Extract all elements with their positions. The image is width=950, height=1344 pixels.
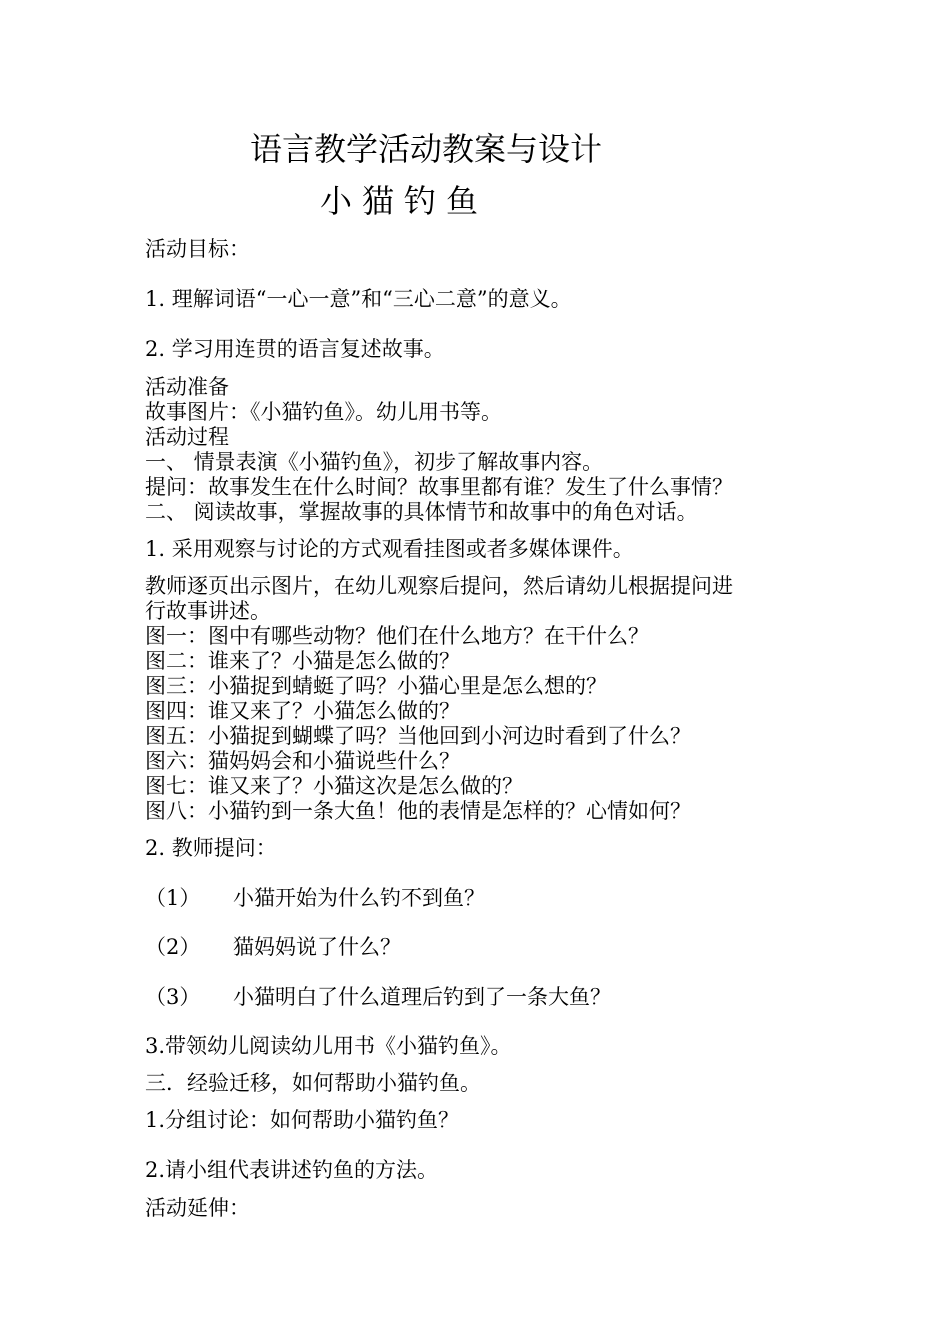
picture-question: 图二：谁来了？小猫是怎么做的？ bbox=[145, 649, 460, 673]
process-heading: 活动过程 bbox=[145, 425, 229, 449]
process-step-1-question: 提问：故事发生在什么时间？故事里都有谁？发生了什么事情？ bbox=[145, 475, 733, 499]
question-text: 小猫开始为什么钓不到鱼？ bbox=[233, 886, 485, 910]
process-step-1: 一、 情景表演《小猫钓鱼》，初步了解故事内容。 bbox=[145, 450, 604, 474]
objective-item: 2. 学习用连贯的语言复述故事。 bbox=[145, 337, 445, 361]
objectives-heading: 活动目标： bbox=[145, 237, 250, 261]
picture-question: 图八：小猫钓到一条大鱼！他的表情是怎样的？心情如何？ bbox=[145, 799, 691, 823]
question-number: （3） bbox=[145, 985, 201, 1009]
teacher-instruction-line: 教师逐页出示图片，在幼儿观察后提问，然后请幼儿根据提问进 bbox=[145, 574, 733, 598]
extension-heading: 活动延伸： bbox=[145, 1196, 250, 1220]
teacher-instruction-line: 行故事讲述。 bbox=[145, 599, 271, 623]
preparation-heading: 活动准备 bbox=[145, 375, 229, 399]
teacher-question bbox=[145, 985, 611, 1010]
process-step-3-2: 2.请小组代表讲述钓鱼的方法。 bbox=[145, 1158, 439, 1182]
process-step-3-1: 1.分组讨论：如何帮助小猫钓鱼？ bbox=[145, 1108, 460, 1132]
process-step-2-1: 1. 采用观察与讨论的方式观看挂图或者多媒体课件。 bbox=[145, 537, 634, 561]
picture-question: 图六：猫妈妈会和小猫说些什么？ bbox=[145, 749, 460, 773]
question-number: （1） bbox=[145, 886, 201, 910]
objective-item: 1. 理解词语“一心一意”和“三心二意”的意义。 bbox=[145, 287, 572, 311]
question-number: （2） bbox=[145, 935, 201, 959]
process-step-2-3: 3.带领幼儿阅读幼儿用书《小猫钓鱼》。 bbox=[145, 1034, 512, 1058]
teacher-question bbox=[145, 935, 401, 960]
document-title: 语言教学活动教案与设计 bbox=[250, 130, 603, 168]
picture-question: 图一：图中有哪些动物？他们在什么地方？在干什么？ bbox=[145, 624, 649, 648]
process-step-2-2: 2. 教师提问： bbox=[145, 836, 277, 860]
process-step-2: 二、 阅读故事，掌握故事的具体情节和故事中的角色对话。 bbox=[145, 500, 698, 524]
picture-question: 图三：小猫捉到蜻蜓了吗？小猫心里是怎么想的？ bbox=[145, 674, 607, 698]
picture-question: 图五：小猫捉到蝴蝶了吗？当他回到小河边时看到了什么？ bbox=[145, 724, 691, 748]
process-step-3: 三．经验迁移，如何帮助小猫钓鱼。 bbox=[145, 1071, 481, 1095]
picture-question: 图四：谁又来了？小猫怎么做的？ bbox=[145, 699, 460, 723]
question-text: 猫妈妈说了什么？ bbox=[233, 935, 401, 959]
question-text: 小猫明白了什么道理后钓到了一条大鱼？ bbox=[233, 985, 611, 1009]
teacher-question bbox=[145, 886, 485, 911]
preparation-text: 故事图片：《小猫钓鱼》。幼儿用书等。 bbox=[145, 400, 502, 424]
document-subtitle: 小猫钓鱼 bbox=[320, 182, 489, 220]
picture-question: 图七：谁又来了？小猫这次是怎么做的？ bbox=[145, 774, 523, 798]
